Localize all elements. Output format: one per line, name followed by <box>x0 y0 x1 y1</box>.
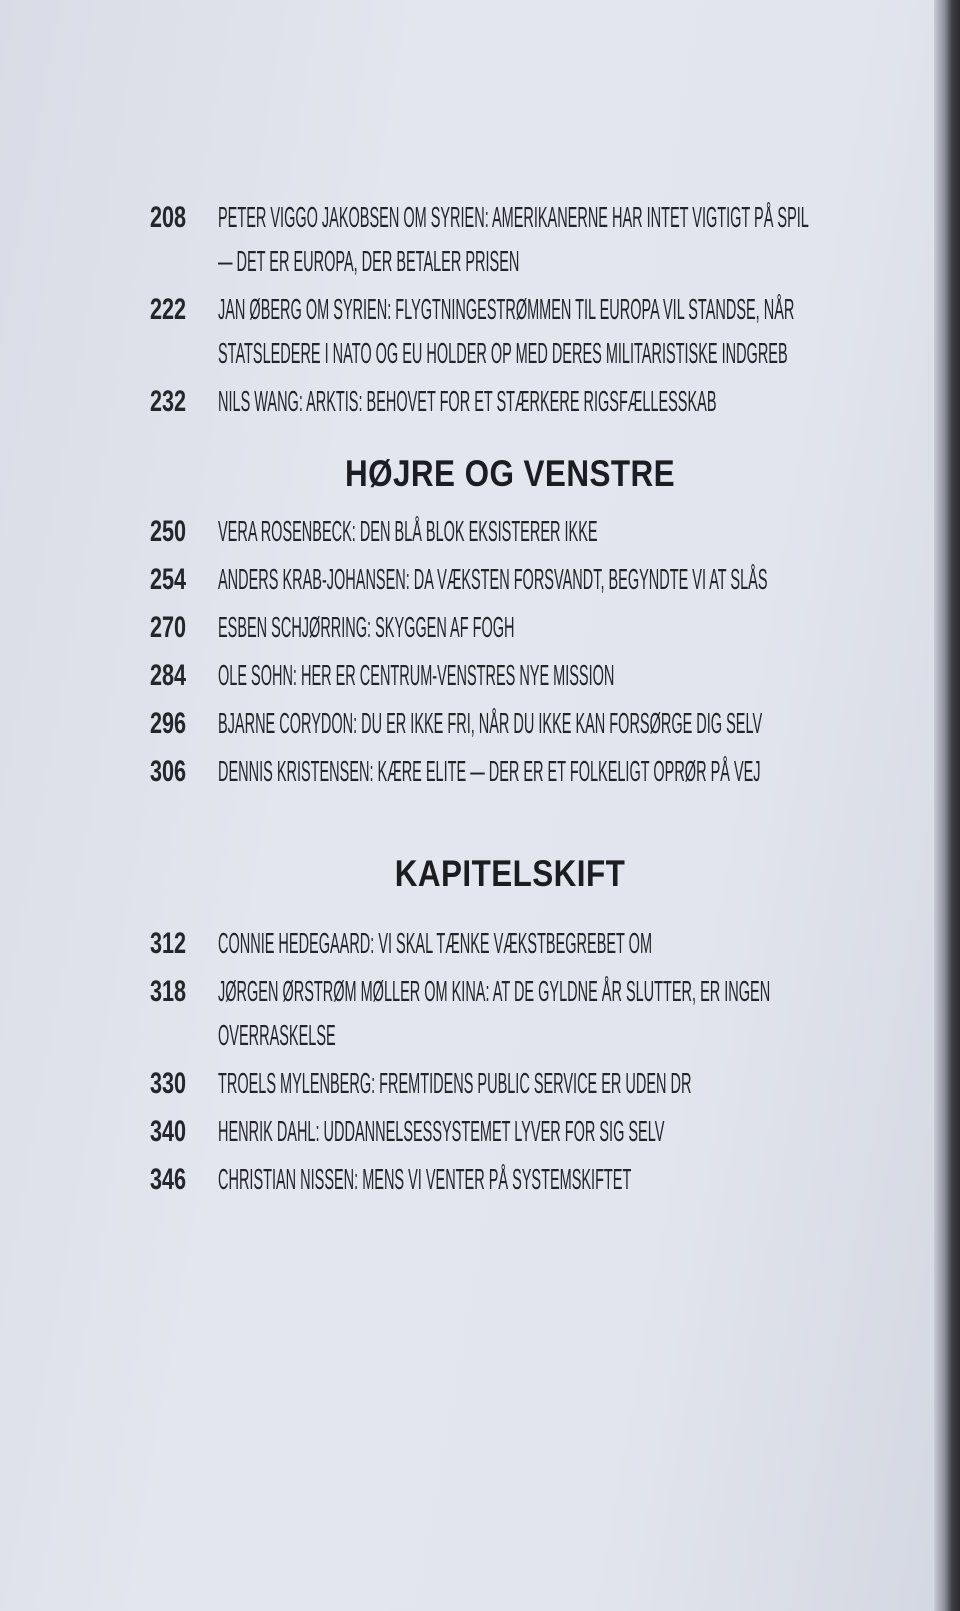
page-number: 208 <box>150 201 187 234</box>
entry-title: OVERRASKELSE <box>218 1020 336 1052</box>
toc-entry <box>150 510 870 554</box>
toc-entry <box>150 970 870 1058</box>
entry-title: PETER VIGGO JAKOBSEN OM SYRIEN: AMERIKANERNE HAR INTET VIGTIGT PÅ SPIL <box>218 202 809 234</box>
page-number: 270 <box>150 611 187 644</box>
toc-entry <box>150 380 870 424</box>
page-number: 296 <box>150 707 187 740</box>
toc-entry <box>150 750 870 794</box>
toc-entry <box>150 606 870 650</box>
entry-title: STATSLEDERE I NATO OG EU HOLDER OP MED DERES MILITARISTISKE INDGREB <box>218 338 788 370</box>
entry-title: JØRGEN ØRSTRØM MØLLER OM KINA: AT DE GYLDNE ÅR SLUTTER, ER INGEN <box>218 976 771 1008</box>
entry-title: VERA ROSENBECK: DEN BLÅ BLOK EKSISTERER IKKE <box>218 516 598 548</box>
section-heading: HØJRE OG VENSTRE <box>344 453 676 494</box>
section-heading: KAPITELSKIFT <box>394 853 626 894</box>
entry-title: BJARNE CORYDON: DU ER IKKE FRI, NÅR DU IKKE KAN FORSØRGE DIG SELV <box>218 708 763 740</box>
toc-entry <box>150 1110 870 1154</box>
page-number: 340 <box>150 1115 187 1148</box>
page-number: 254 <box>150 563 187 596</box>
toc-entry <box>150 654 870 698</box>
toc-entry <box>150 288 870 376</box>
page-number: 250 <box>150 515 187 548</box>
entry-title: DENNIS KRISTENSEN: KÆRE ELITE — DER ER ET FOLKELIGT OPRØR PÅ VEJ <box>218 756 761 788</box>
toc-entry <box>150 196 870 284</box>
entry-title: CHRISTIAN NISSEN: MENS VI VENTER PÅ SYSTEMSKIFTET <box>218 1164 632 1196</box>
entry-title: CONNIE HEDEGAARD: VI SKAL TÆNKE VÆKSTBEGREBET OM <box>218 928 653 960</box>
entry-title: NILS WANG: ARKTIS: BEHOVET FOR ET STÆRKERE RIGSFÆLLESSKAB <box>218 386 717 418</box>
page-number: 232 <box>150 385 187 418</box>
entry-title: ANDERS KRAB-JOHANSEN: DA VÆKSTEN FORSVANDT, BEGYNDTE VI AT SLÅS <box>218 564 768 596</box>
entry-title: JAN ØBERG OM SYRIEN: FLYGTNINGESTRØMMEN TIL EUROPA VIL STANDSE, NÅR <box>218 294 795 326</box>
page-number: 306 <box>150 755 187 788</box>
page-number: 346 <box>150 1163 187 1196</box>
toc-entry <box>150 558 870 602</box>
page-number: 318 <box>150 975 187 1008</box>
table-of-contents <box>150 196 870 1206</box>
page-number: 312 <box>150 927 187 960</box>
entry-title: — DET ER EUROPA, DER BETALER PRISEN <box>218 246 520 278</box>
entry-title: ESBEN SCHJØRRING: SKYGGEN AF FOGH <box>218 612 515 644</box>
toc-entry <box>150 922 870 966</box>
entry-title: HENRIK DAHL: UDDANNELSESSYSTEMET LYVER FOR SIG SELV <box>218 1116 665 1148</box>
entry-title: OLE SOHN: HER ER CENTRUM-VENSTRES NYE MISSION <box>218 660 615 692</box>
page-number: 284 <box>150 659 187 692</box>
toc-entry <box>150 1158 870 1202</box>
page-edge <box>934 0 960 1611</box>
page-number: 330 <box>150 1067 187 1100</box>
entry-title: TROELS MYLENBERG: FREMTIDENS PUBLIC SERVICE ER UDEN DR <box>218 1068 692 1100</box>
page-number: 222 <box>150 293 187 326</box>
toc-entry <box>150 1062 870 1106</box>
toc-entry <box>150 702 870 746</box>
